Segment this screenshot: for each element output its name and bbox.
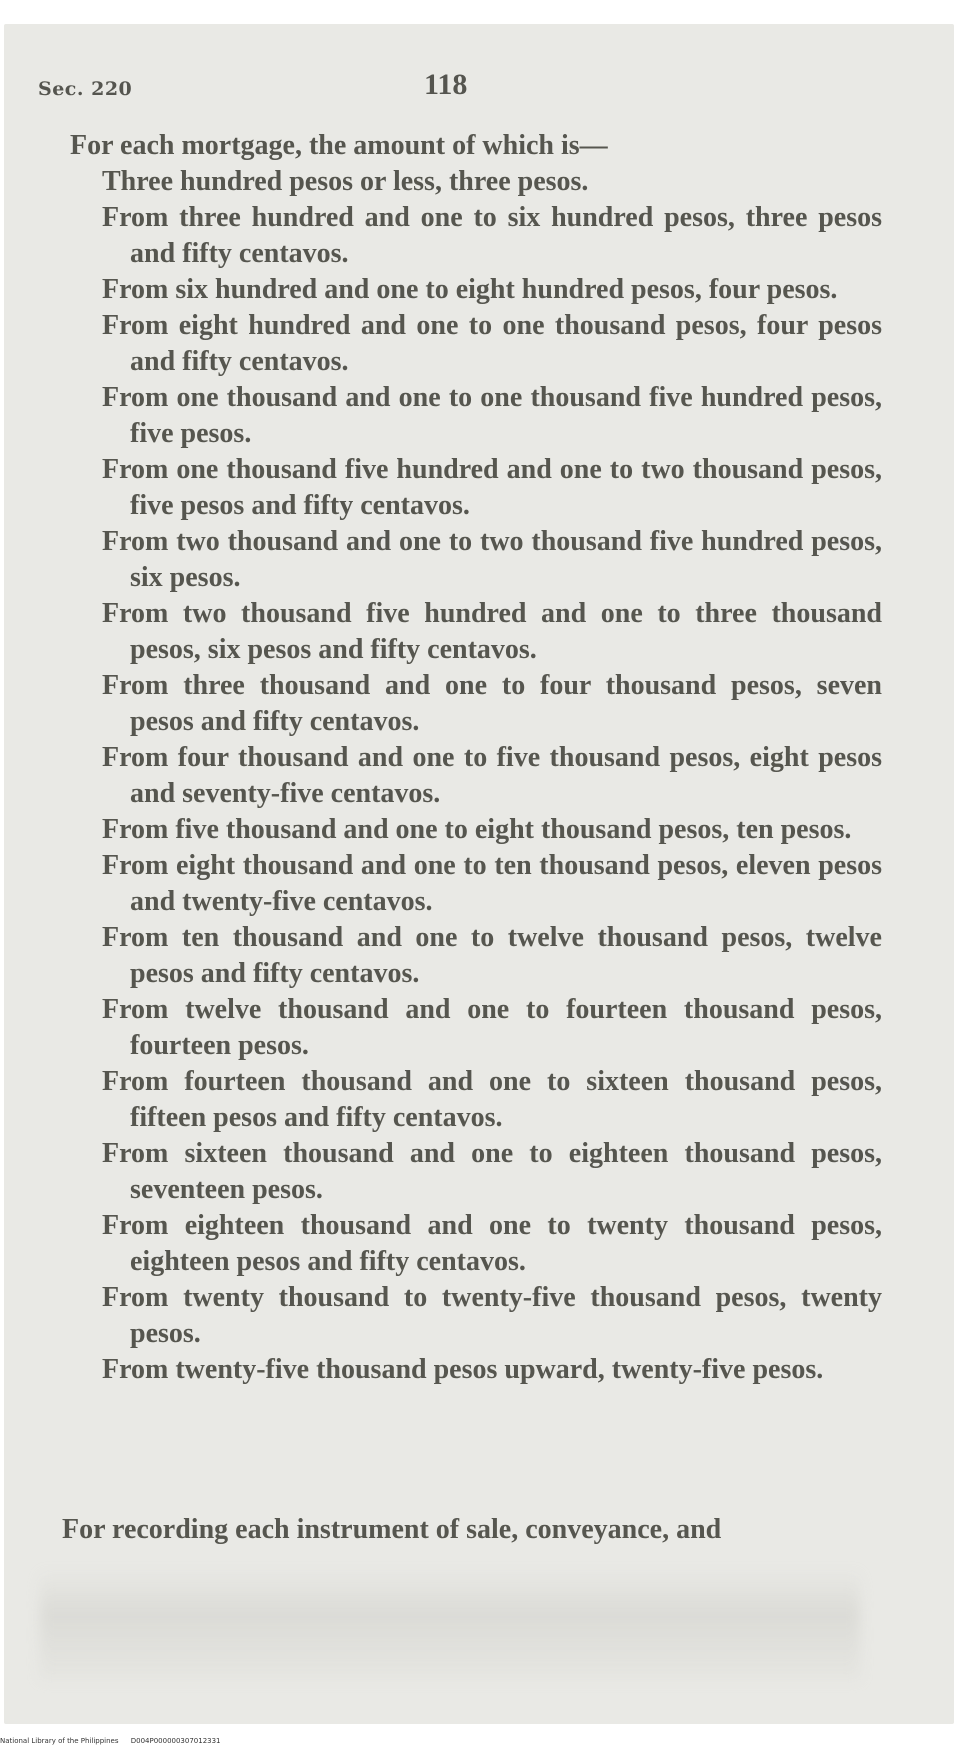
fee-entry: From five thousand and one to eight thousand pesos, ten pesos. [102,814,852,845]
fee-entry: From sixteen thousand and one to eighteen thousand pesos, seventeen pesos. [102,1138,882,1205]
show-through-smudge [40,1570,860,1680]
fee-entry: From six hundred and one to eight hundred pesos, four pesos. [102,274,838,305]
scan-footer [0,1737,231,1745]
fee-entry: From twelve thousand and one to fourteen thousand pesos, fourteen pesos. [102,994,882,1061]
scan-identifier: D004P000000307012331 [130,1737,221,1745]
fee-entry: From two thousand five hundred and one to three thousand pesos, six pesos and fifty centavos. [102,598,882,665]
fee-entry: From eight hundred and one to one thousand pesos, four pesos and fifty centavos. [102,310,882,377]
fee-entry: From two thousand and one to two thousand five hundred pesos, six pesos. [102,526,882,593]
page-number: 118 [424,68,468,101]
fee-schedule-list [102,164,882,1388]
fee-entry: From eighteen thousand and one to twenty thousand pesos, eighteen pesos and fifty centavos. [102,1210,882,1277]
fee-entry: From one thousand five hundred and one to two thousand pesos, five pesos and fifty centavos. [102,454,882,521]
fee-entry: From three thousand and one to four thousand pesos, seven pesos and fifty centavos. [102,670,882,737]
library-credit: National Library of the Philippines [0,1737,119,1745]
fee-entry: From eight thousand and one to ten thousand pesos, eleven pesos and twenty-five centavos. [102,850,882,917]
fee-entry: From three hundred and one to six hundred pesos, three pesos and fifty centavos. [102,202,882,269]
schedule-continuation: For recording each instrument of sale, conveyance, and [62,1514,722,1545]
fee-entry: Three hundred pesos or less, three pesos. [102,166,589,197]
fee-entry: From one thousand and one to one thousand five hundred pesos, five pesos. [102,382,882,449]
schedule-intro: For each mortgage, the amount of which is— [70,130,608,161]
fee-entry: From ten thousand and one to twelve thousand pesos, twelve pesos and fifty centavos. [102,922,882,989]
fee-entry: From fourteen thousand and one to sixteen thousand pesos, fifteen pesos and fifty centavos. [102,1066,882,1133]
fee-entry: From four thousand and one to five thousand pesos, eight pesos and seventy-five centavos. [102,742,882,809]
section-label: Sec. 220 [38,78,133,100]
fee-entry: From twenty thousand to twenty-five thousand pesos, twenty pesos. [102,1282,882,1349]
fee-entry: From twenty-five thousand pesos upward, twenty-five pesos. [102,1354,824,1385]
